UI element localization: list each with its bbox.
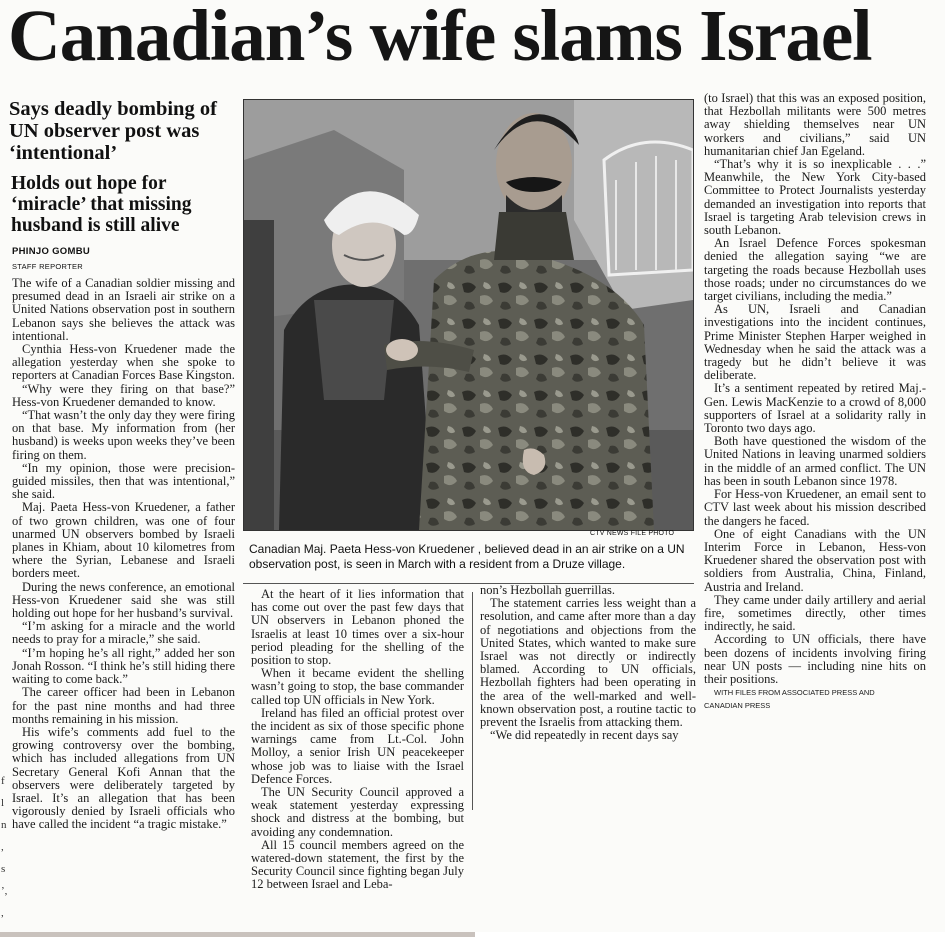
- attribution: [704, 686, 926, 712]
- paragraph: “In my opinion, those were precision-guided missiles, then that was intentional,” she said.: [12, 460, 235, 502]
- margin-fragments: [1, 770, 9, 924]
- paragraph: They came under daily artillery and aerial fire, sometimes directly, other times indirectly, he said.: [704, 592, 926, 634]
- byline: PHINJO GOMBU: [12, 246, 91, 257]
- attribution-line: CANADIAN PRESS: [704, 701, 771, 711]
- margin-fragment: ,: [1, 907, 4, 919]
- paragraph: One of eight Canadians with the UN Interim Force in Lebanon, Hess-von Kruedener shared the observation post with soldiers from Australia, China, Finland, Austria and Ireland.: [704, 526, 926, 594]
- margin-fragment: s: [1, 863, 6, 875]
- paragraph: The UN Security Council approved a weak statement yesterday expressing shock and distress at the bombing, but avoiding any condemnation.: [251, 785, 464, 839]
- paragraph: Maj. Paeta Hess-von Kruedener, a father of two grown children, was one of four unarmed UN observers bombed by Israeli planes in Khiam, about 10 kilometres from where the Syrian, Lebanese and Israeli borders meet.: [12, 500, 235, 581]
- photo-credit: CTV NEWS FILE PHOTO: [590, 530, 675, 537]
- column-2: [251, 588, 464, 892]
- paragraph: For Hess-von Kruedener, an email sent to CTV last week about his mission described the dangers he faced.: [704, 487, 926, 528]
- margin-fragment: l: [1, 797, 5, 809]
- paragraph: His wife’s comments add fuel to the growing controversy over the bombing, which has included allegations from UN Secretary General Kofi Annan that the observers were deliberately targeted by Israel. It’s an allegation that has been vigorously denied by Israeli officials who have called the incident “a tragic mistake.”: [12, 724, 235, 832]
- paragraph: During the news conference, an emotional Hess-von Kruedener said she was still holding out hope for her husband’s survival.: [12, 579, 235, 621]
- deck-secondary: Holds out hope for ‘miracle’ that missing husband is still alive: [11, 173, 192, 236]
- news-photo: [243, 99, 694, 531]
- paragraph: Cynthia Hess-von Kruedener made the allegation yesterday when she spoke to reporters at Canadian Forces Base Kingston.: [12, 342, 235, 383]
- byline-role: STAFF REPORTER: [12, 262, 84, 271]
- paragraph: When it became evident the shelling wasn’t going to stop, the base commander called top UN officials in New York.: [251, 666, 464, 707]
- margin-fragment: n: [1, 819, 7, 831]
- margin-fragment: f: [1, 775, 5, 787]
- photo-illustration: [244, 100, 693, 530]
- scan-bottom-edge: [0, 932, 475, 937]
- paragraph: The wife of a Canadian soldier missing and presumed dead in an Israeli air strike on a United Nations observation post in southern Lebanon says she believes the attack was intentional.: [12, 276, 235, 343]
- deck-primary: Says deadly bombing of UN observer post was ‘intentional’: [9, 98, 217, 164]
- paragraph: non’s Hezbollah guerrillas.: [480, 583, 616, 597]
- margin-fragment: ’,: [1, 885, 8, 897]
- paragraph: Both have questioned the wisdom of the United Nations in leaving unarmed soldiers in the middle of an armed conflict. The UN has been in south Lebanon since 1978.: [704, 434, 926, 488]
- paragraph: “We did repeatedly in recent days say: [490, 728, 679, 743]
- paragraph: “That wasn’t the only day they were firing on that base. My information from (her husband) is weeks upon weeks they’ve been firing on them.: [12, 408, 235, 462]
- paragraph: “That’s why it is so inexplicable . . .” Meanwhile, the New York City-based Committee to Protect Journalists yesterday demanded an investigation into reports that Israel is targeting Arab television crews in south Lebanon.: [704, 157, 926, 238]
- paragraph: “I’m hoping he’s all right,” added her son Jonah Rosson. “I think he’s still hiding there waiting to come back.”: [12, 645, 235, 687]
- paragraph: All 15 council members agreed on the watered-down statement, the first by the Security Council since fighting began July 12 between Israel and Leba-: [251, 837, 464, 892]
- attribution-line: WITH FILES FROM ASSOCIATED PRESS AND: [714, 688, 875, 698]
- paragraph: The statement carries less weight than a resolution, and came after more than a day of negotiations and objections from the United States, which wanted to make sure Israel was not directly or indirectly blamed. According to UN officials, Hezbollah fighters had been operating in the area of the well-marked and well-known observation post, a routine tactic to prevent the Israelis from attacking them.: [480, 596, 696, 730]
- headline: Canadian’s wife slams Israel: [8, 0, 872, 76]
- column-1: [12, 277, 235, 832]
- paragraph: Ireland has filed an official protest over the incident as six of those specific phone warnings came from Lt.-Col. John Molloy, a senior Irish UN peacekeeper whose job was to liaise with the Israel Defence Forces.: [251, 705, 464, 786]
- paragraph: The career officer had been in Lebanon for the past nine months and had three months remaining in his mission.: [12, 685, 235, 726]
- column-4: [704, 92, 926, 712]
- paragraph: According to UN officials, there have been dozens of incidents involving firing near UN posts — including nine hits on their positions.: [704, 632, 926, 686]
- paragraph: As UN, Israeli and Canadian investigations into the incident continues, Prime Minister Stephen Harper weighed in Wednesday when he said the attack was a tragedy but he didn’t believe it was deliberate.: [704, 302, 926, 383]
- scan-margin: [945, 0, 950, 937]
- paragraph: An Israel Defence Forces spokesman denied the allegation saying “we are targeting the roads because Hezbollah uses those roads; under no circumstances do we target civilians, including the media.”: [704, 236, 926, 304]
- paragraph: (to Israel) that this was an exposed position, that Hezbollah militants were 500 metres away shielding themselves near UN workers and civilians,” said UN humanitarian chief Jan Egeland.: [704, 91, 926, 158]
- margin-fragment: ,: [1, 841, 4, 853]
- paragraph: “I’m asking for a miracle and the world needs to pray for a miracle,” she said.: [12, 619, 235, 647]
- paragraph: It’s a sentiment repeated by retired Maj.-Gen. Lewis MacKenzie to a crowd of 8,000 supporters of Israel at a solidarity rally in Toronto two days ago.: [704, 381, 926, 436]
- paragraph: “Why were they firing on that base?” Hess-von Kruedener demanded to know.: [12, 381, 235, 409]
- paragraph: At the heart of it lies information that has come out over the past few days that UN observers in Lebanon phoned the Israelis at least 10 times over a six-hour period pleading for the shelling of the position to stop.: [251, 587, 464, 668]
- column-divider: [472, 592, 473, 810]
- column-3: [480, 584, 696, 742]
- photo-caption: Canadian Maj. Paeta Hess-von Kruedener , believed dead in an air strike on a UN observation post, is seen in March with a resident from a Druze village.: [249, 542, 685, 571]
